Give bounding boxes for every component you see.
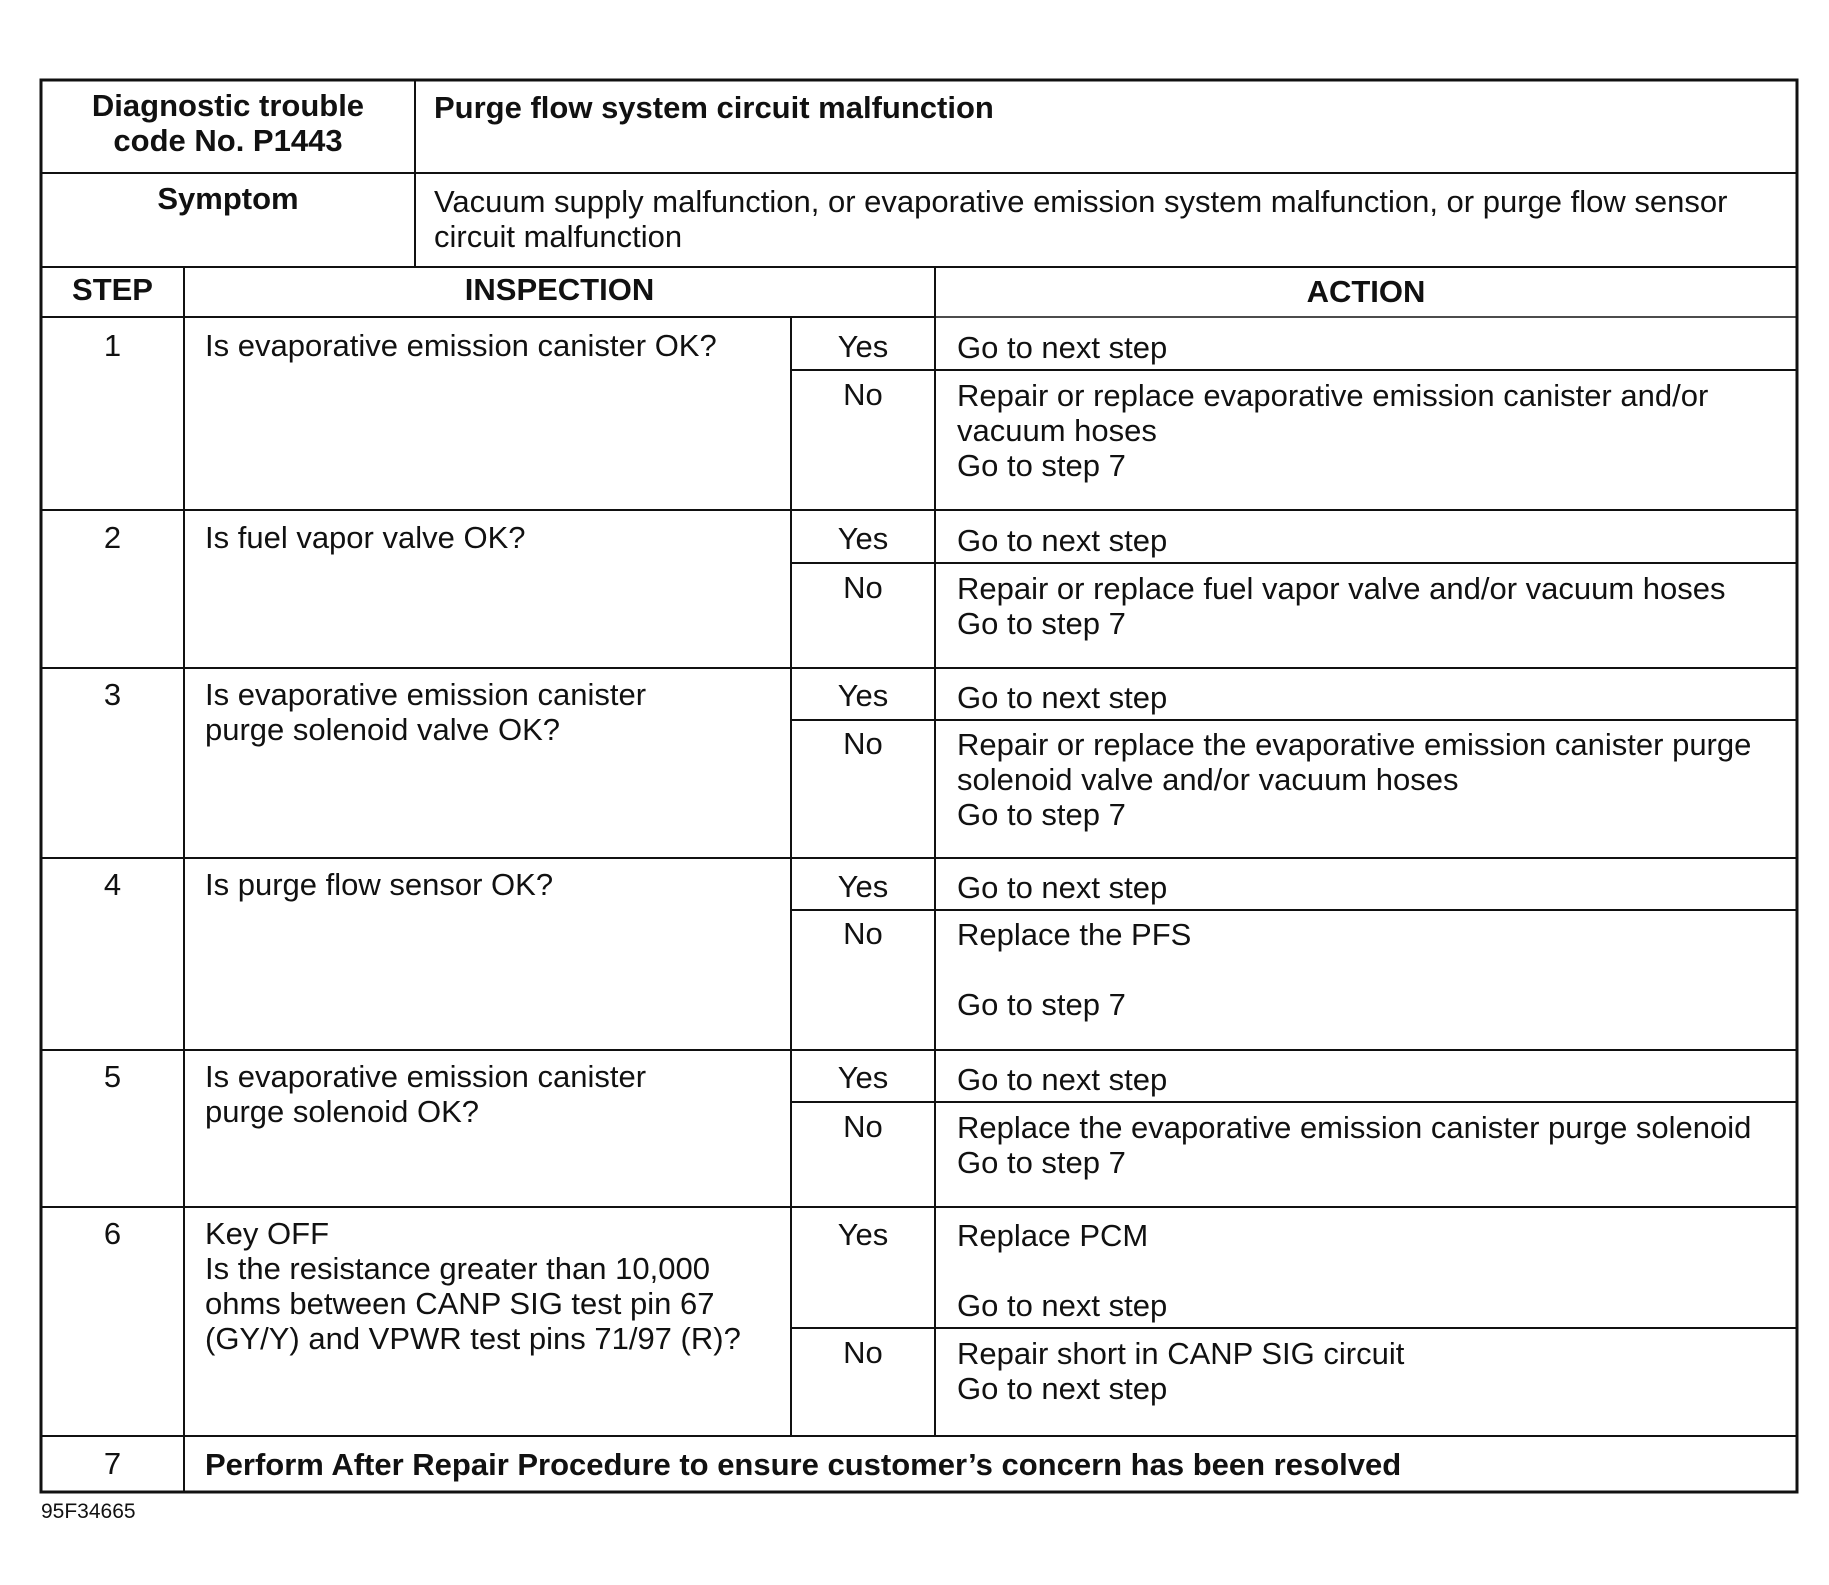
yes-action: Go to next step [957,523,1168,558]
no-label: No [843,916,883,951]
column-header-step: STEP [72,272,153,307]
step-number: 2 [103,520,122,555]
yes-label: Yes [837,1217,889,1252]
step-number: 4 [103,867,122,902]
yes-label: Yes [837,1060,889,1095]
symptom-label: Symptom [157,181,299,216]
dtc-code-label: Diagnostic trouble code No. P1443 [91,88,365,158]
symptom-text: Vacuum supply malfunction, or evaporative emission system malfunction, or purge flow sensor circuit malfunction [434,184,1728,254]
inspection-question: Is evaporative emission canister purge solenoid valve OK? [205,677,647,747]
yes-action: Go to next step [957,1062,1168,1097]
dtc-title: Purge flow system circuit malfunction [434,90,994,125]
no-label: No [843,1335,883,1370]
column-header-inspection: INSPECTION [464,272,655,307]
step-number: 6 [103,1216,122,1251]
yes-action: Replace PCM Go to next step [957,1218,1168,1323]
step-number: 7 [103,1446,122,1481]
no-action: Replace the evaporative emission canister purge solenoid Go to step 7 [957,1110,1752,1180]
yes-label: Yes [837,521,889,556]
final-step-text: Perform After Repair Procedure to ensure customer’s concern has been resolved [205,1447,1402,1482]
step-number: 5 [103,1059,122,1094]
no-action: Repair or replace evaporative emission canister and/or vacuum hoses Go to step 7 [957,378,1709,483]
inspection-question: Is evaporative emission canister OK? [205,328,717,363]
inspection-question: Is fuel vapor valve OK? [205,520,526,555]
inspection-question: Is purge flow sensor OK? [205,867,554,902]
column-header-action: ACTION [1306,274,1426,309]
no-label: No [843,726,883,761]
yes-action: Go to next step [957,870,1168,905]
step-number: 3 [103,677,122,712]
no-action: Repair or replace fuel vapor valve and/or vacuum hoses Go to step 7 [957,571,1726,641]
yes-label: Yes [837,329,889,364]
no-label: No [843,377,883,412]
figure-code: 95F34665 [41,1500,136,1523]
no-action: Repair short in CANP SIG circuit Go to next step [957,1336,1405,1406]
inspection-question: Is evaporative emission canister purge solenoid OK? [205,1059,647,1129]
yes-action: Go to next step [957,680,1168,715]
yes-label: Yes [837,869,889,904]
inspection-question: Key OFF Is the resistance greater than 10,000 ohms between CANP SIG test pin 67 (GY/Y) and VPWR test pins 71/97 (R)? [205,1216,741,1356]
yes-action: Go to next step [957,330,1168,365]
step-number: 1 [103,328,122,363]
no-label: No [843,1109,883,1144]
no-action: Replace the PFS Go to step 7 [957,917,1192,1022]
no-label: No [843,570,883,605]
yes-label: Yes [837,678,889,713]
no-action: Repair or replace the evaporative emission canister purge solenoid valve and/or vacuum hoses Go to step 7 [957,727,1752,832]
